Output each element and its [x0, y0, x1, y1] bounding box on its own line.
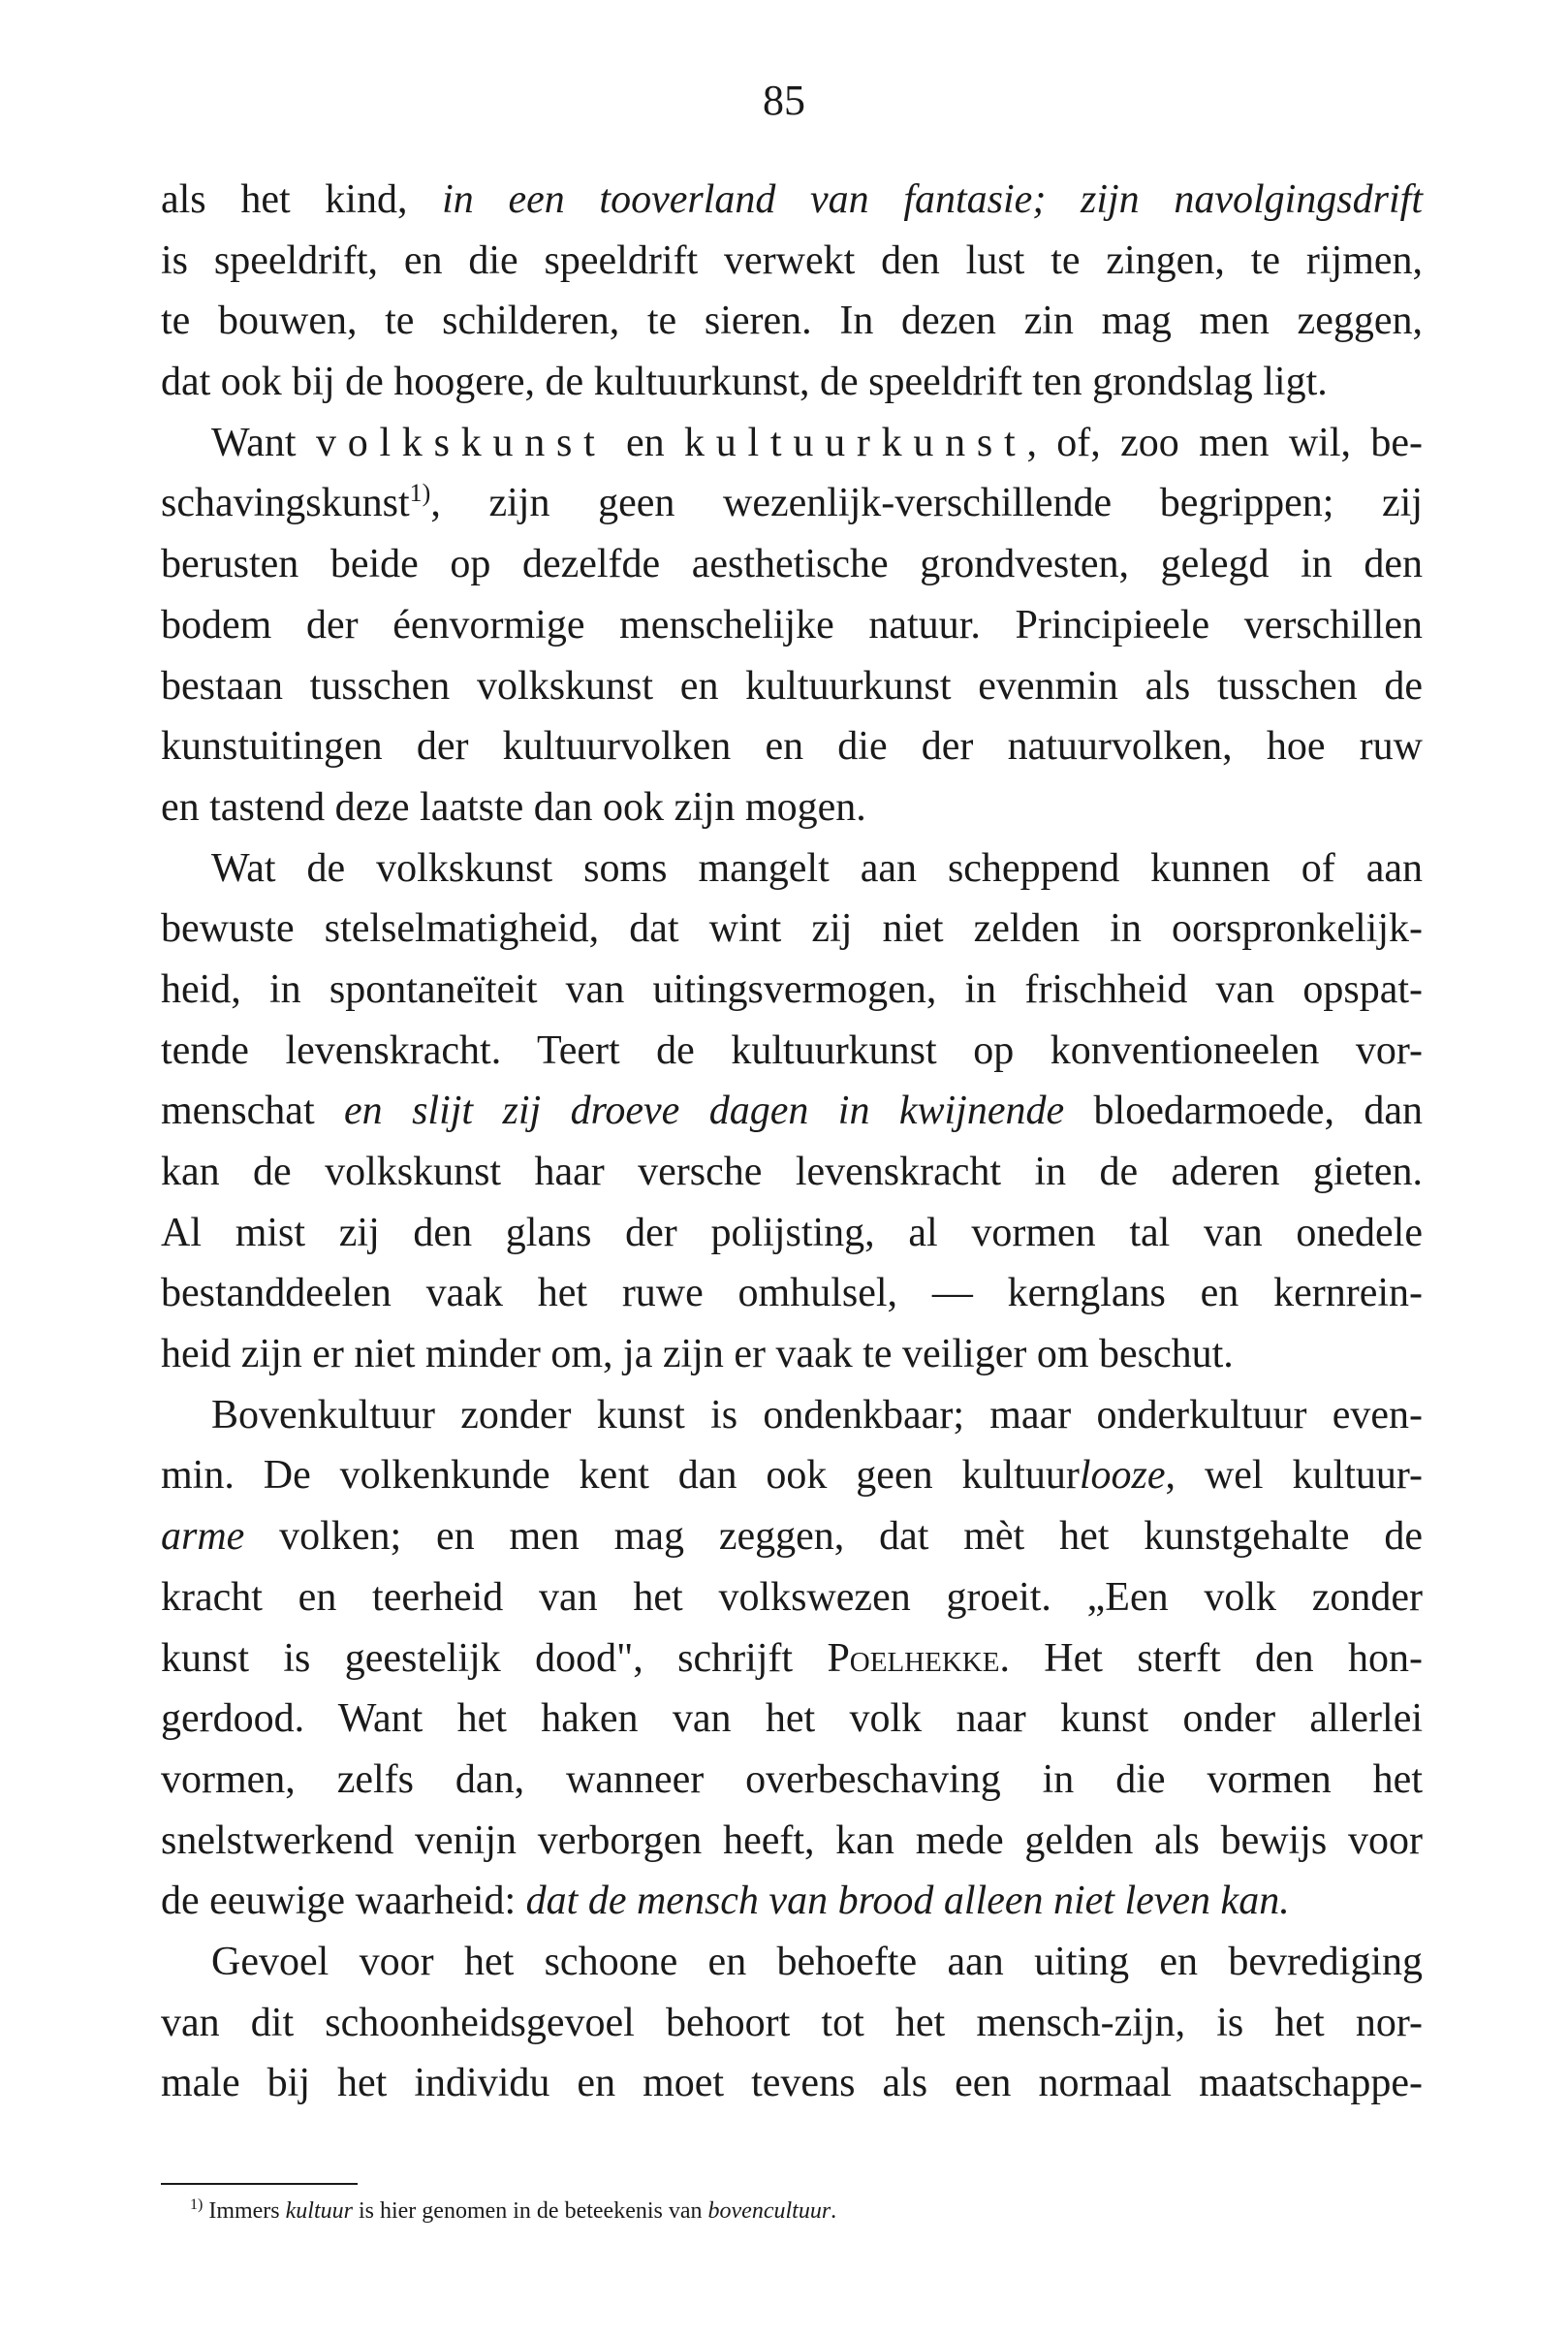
text-line	[161, 777, 1423, 838]
footnote-divider	[161, 2183, 358, 2185]
text-segment: heid zijn er niet minder om, ja zijn er vaak te veiliger om beschut.	[161, 1332, 1234, 1377]
text-segment: min. De volkenkunde kent dan ook geen kultuur	[161, 1453, 1080, 1499]
text-line	[161, 1871, 1423, 1932]
text-line	[161, 473, 1423, 534]
text-line	[161, 1506, 1423, 1567]
text-line	[161, 1932, 1423, 1993]
text-segment: heid, in spontaneïteit van uitingsvermogen, in frischheid van opspat-	[161, 966, 1423, 1012]
text-segment: male bij het individu en moet tevens als een normaal maatschappe-	[161, 2061, 1423, 2106]
text-segment: kan de volkskunst haar versche levenskracht in de aderen gieten.	[161, 1150, 1423, 1194]
paragraph	[161, 413, 1423, 838]
text-segment: Bovenkultuur zonder kunst is ondenkbaar; maar onderkultuur even-	[211, 1392, 1423, 1438]
text-segment: .	[831, 2198, 837, 2224]
text-line	[161, 1385, 1423, 1446]
text-segment: Poelhekke	[827, 1635, 1000, 1681]
text-segment: Wat de volkskunst soms mangelt aan scheppend kunnen of aan	[211, 845, 1423, 891]
text-segment: kunstuitingen der kultuurvolken en die der natuurvolken, hoe ruw	[161, 724, 1423, 770]
paragraph	[161, 170, 1423, 413]
text-line	[161, 899, 1423, 960]
text-segment: te bouwen, te schilderen, te sieren. In dezen zin mag men zeggen,	[161, 299, 1423, 344]
text-line	[161, 1081, 1423, 1142]
text-segment: , wel kultuur-	[1165, 1453, 1423, 1499]
text-segment: dat de mensch van brood alleen niet leven kan.	[525, 1879, 1290, 1924]
text-segment: gerdood. Want het haken van het volk naar kunst onder allerlei	[161, 1696, 1423, 1742]
text-segment: de eeuwige waarheid:	[161, 1879, 526, 1924]
text-line	[161, 2053, 1423, 2114]
paragraph	[161, 838, 1423, 1385]
text-segment: menschat	[161, 1089, 345, 1134]
text-segment: vormen, zelfs dan, wanneer overbeschaving in die vormen het	[161, 1756, 1423, 1802]
text-segment: bewuste stelselmatigheid, dat wint zij niet zelden in oorspronkelijk-	[161, 906, 1423, 952]
text-line	[161, 170, 1423, 231]
text-line	[161, 413, 1423, 474]
text-segment: bodem der éenvormige menschelijke natuur. Principieele verschillen	[161, 602, 1423, 648]
text-segment: kracht en teerheid van het volkswezen groeit. „Een volk zonder	[161, 1574, 1423, 1620]
page-number: 85	[763, 77, 805, 124]
text-segment: kultuurkunst	[683, 420, 1027, 465]
footnote-reference: 1)	[409, 479, 431, 508]
text-line	[161, 1324, 1423, 1385]
text-segment: arme	[161, 1514, 245, 1560]
text-segment: is speeldrift, en die speeldrift verwekt den lust te zingen, te rijmen,	[161, 237, 1423, 283]
text-segment: looze	[1079, 1453, 1166, 1499]
text-line	[161, 1142, 1423, 1203]
text-segment: Gevoel voor het schoone en behoefte aan uiting en bevrediging	[211, 1939, 1423, 1984]
text-segment: kultuur	[285, 2198, 353, 2224]
text-segment: bloedarmoede, dan	[1064, 1089, 1423, 1134]
text-segment: tende levenskracht. Teert de kultuurkunst op konventioneelen vor-	[161, 1027, 1423, 1073]
text-segment: snelstwerkend venijn verborgen heeft, kan mede gelden als bewijs voor	[161, 1817, 1423, 1863]
text-line	[161, 960, 1423, 1021]
text-line	[161, 1567, 1423, 1628]
text-segment: bestanddeelen vaak het ruwe omhulsel, — kernglans en kernrein-	[161, 1271, 1423, 1316]
text-segment: van dit schoonheidsgevoel behoort tot het mensch-zijn, is het nor-	[161, 2000, 1423, 2045]
text-line	[161, 656, 1423, 717]
paragraph	[161, 1385, 1423, 1932]
text-line	[161, 1993, 1423, 2054]
text-segment: als het kind,	[161, 177, 443, 222]
text-segment: , of, zoo men wil, be-	[1026, 420, 1423, 465]
footnote-text	[208, 2198, 836, 2224]
text-line	[161, 1628, 1423, 1690]
text-segment: . Het sterft den hon-	[999, 1635, 1423, 1681]
text-line	[161, 716, 1423, 777]
text-line	[161, 1263, 1423, 1324]
text-segment: bovencultuur	[707, 2198, 831, 2224]
text-segment: Al mist zij den glans der polijsting, al vormen tal van onedele	[161, 1210, 1423, 1255]
text-line	[161, 1689, 1423, 1750]
text-segment: volken; en men mag zeggen, dat mèt het kunstgehalte de	[244, 1514, 1423, 1560]
text-segment: Immers	[208, 2198, 286, 2224]
text-segment: bestaan tusschen volkskunst en kultuurkunst evenmin als tusschen de	[161, 663, 1423, 709]
text-segment: Want	[211, 420, 316, 465]
text-segment: en slijt zij droeve dagen in kwijnende	[344, 1089, 1065, 1134]
text-line	[161, 1021, 1423, 1082]
text-line	[161, 1811, 1423, 1872]
text-line	[161, 838, 1423, 900]
text-line	[161, 352, 1423, 413]
text-segment: kunst is geestelijk dood", schrijft	[161, 1635, 828, 1681]
text-segment: in een tooverland van fantasie; zijn navolgingsdrift	[442, 177, 1423, 222]
text-line	[161, 534, 1423, 595]
text-line	[161, 1203, 1423, 1264]
text-segment: en	[606, 420, 684, 465]
text-line	[161, 291, 1423, 352]
body-text	[161, 170, 1423, 2114]
footnote-marker: 1)	[190, 2196, 204, 2213]
text-line	[161, 231, 1423, 292]
text-segment: volkskunst	[315, 420, 607, 465]
text-line	[161, 595, 1423, 656]
paragraph	[161, 1932, 1423, 2114]
text-segment: dat ook bij de hoogere, de kultuurkunst, de speeldrift ten grondslag ligt.	[161, 360, 1328, 405]
text-segment: is hier genomen in de beteekenis van	[352, 2198, 708, 2224]
footnote	[190, 2196, 836, 2226]
text-segment: berusten beide op dezelfde aesthetische grondvesten, gelegd in den	[161, 542, 1423, 587]
text-segment: , zijn geen wezenlijk-verschillende begrippen; zij	[430, 481, 1423, 526]
text-segment: schavingskunst	[161, 481, 410, 526]
text-segment: en tastend deze laatste dan ook zijn mogen.	[161, 784, 866, 830]
text-line	[161, 1750, 1423, 1811]
text-line	[161, 1445, 1423, 1506]
